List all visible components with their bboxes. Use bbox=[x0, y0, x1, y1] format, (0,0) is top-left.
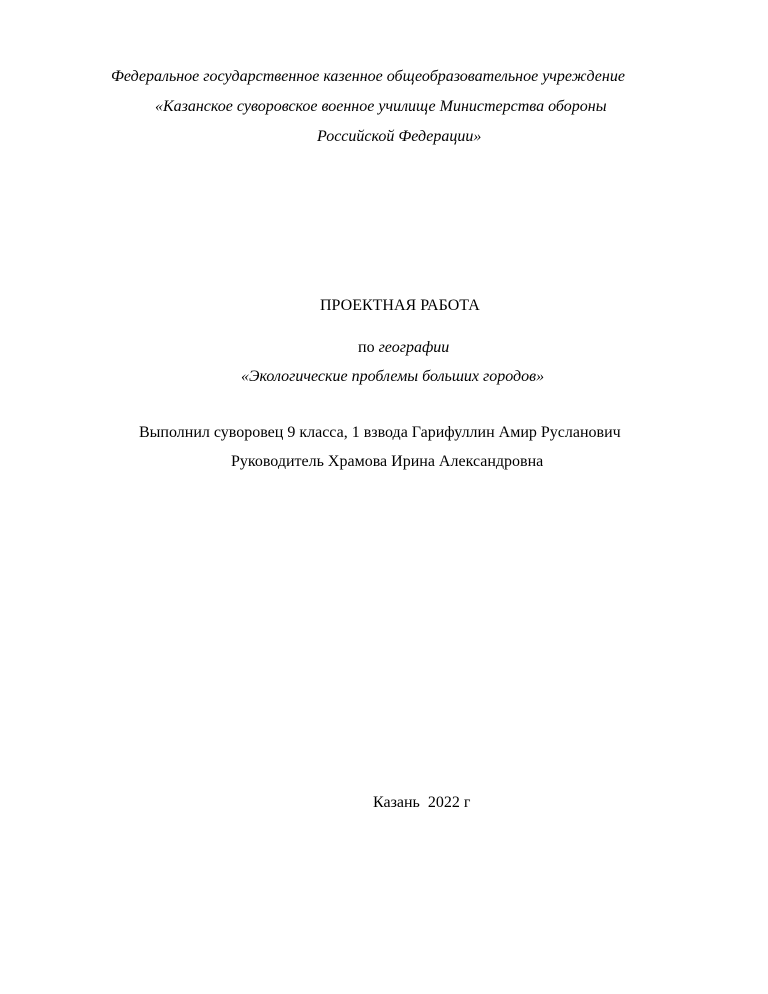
city-year: Казань 2022 г bbox=[373, 794, 471, 811]
supervisor-line: Руководитель Храмова Ирина Александровна bbox=[231, 453, 544, 470]
institution-line-2: «Казанское суворовское военное училище Министерства обороны bbox=[155, 98, 607, 115]
performer-line: Выполнил суворовец 9 класса, 1 взвода Гарифуллин Амир Русланович bbox=[139, 424, 621, 441]
subject-prefix: по bbox=[358, 339, 375, 356]
subject-name: географии bbox=[378, 339, 450, 356]
subject-line bbox=[358, 338, 449, 358]
document-type-title: ПРОЕКТНАЯ РАБОТА bbox=[320, 297, 480, 314]
institution-line-3: Российской Федерации» bbox=[317, 128, 482, 145]
project-topic: «Экологические проблемы больших городов» bbox=[241, 368, 545, 385]
institution-line-1: Федеральное государственное казенное общеобразовательное учреждение bbox=[111, 68, 625, 85]
